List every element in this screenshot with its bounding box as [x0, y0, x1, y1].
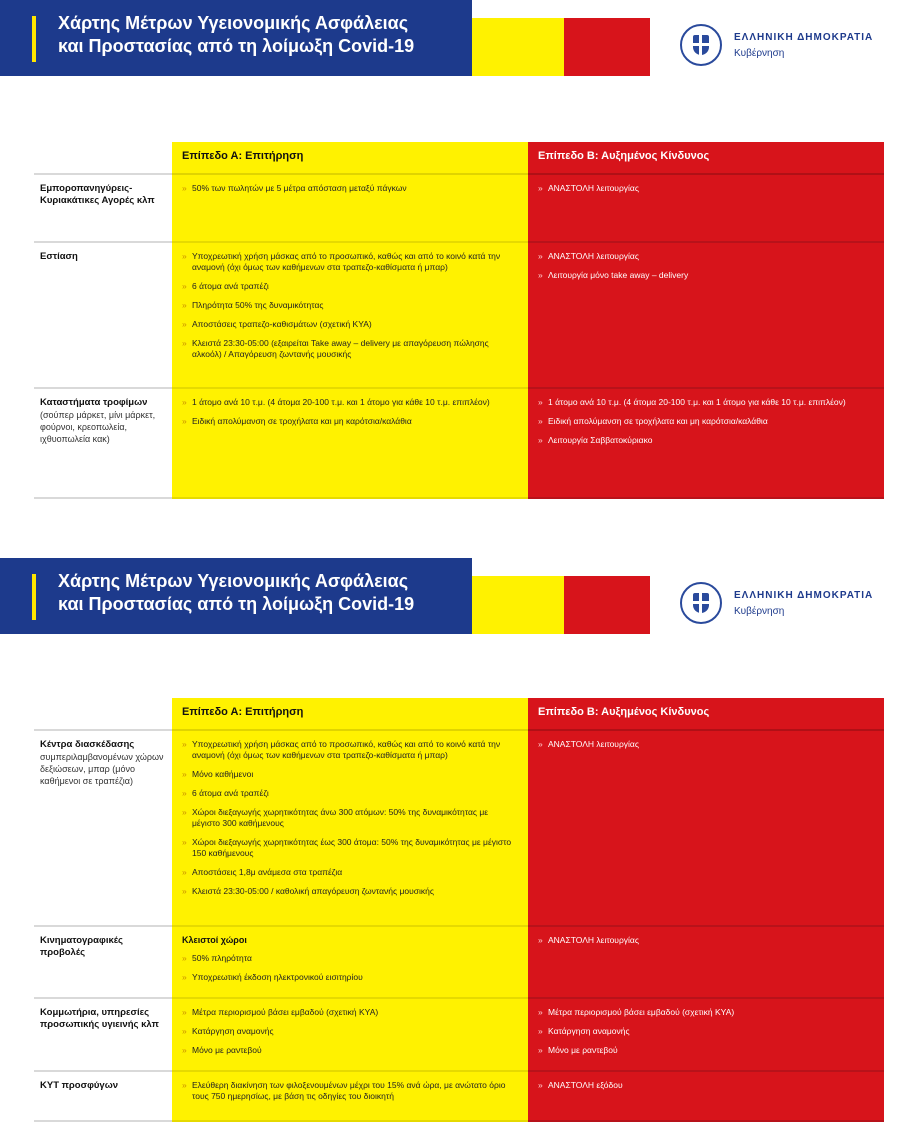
greek-emblem-icon [680, 24, 722, 66]
level-b-cell [528, 1071, 884, 1121]
list-item: » Κατάργηση αναμονής [538, 1026, 874, 1037]
list-item: » Υποχρεωτική έκδοση ηλεκτρονικού εισιτηρίου [182, 972, 518, 983]
red-stripe [564, 18, 650, 76]
level-a-subheading: Κλειστοί χώροι [182, 935, 247, 945]
list-item: » Μόνο καθήμενοι [182, 769, 518, 780]
table-row [34, 998, 884, 1071]
list-item: » Πληρότητα 50% της δυναμικότητας [182, 300, 518, 311]
header-banner-bottom [0, 558, 900, 638]
category-name: Κομμωτήρια, υπηρεσίες προσωπικής υγιεινής κλπ [40, 1007, 159, 1030]
level-a-cell [172, 926, 528, 998]
title-panel [0, 558, 472, 634]
list-item: » Μόνο με ραντεβού [182, 1045, 518, 1056]
table-corner [34, 698, 172, 730]
measures-table-2 [34, 698, 884, 1122]
list-item: » Χώροι διεξαγωγής χωρητικότητας έως 300 άτομα: 50% της δυναμικότητας με μέγιστο 150 καθήμενους [182, 837, 518, 859]
list-item: » Ειδική απολύμανση σε τροχήλατα και μη καρότσια/καλάθια [538, 416, 874, 427]
category-note: (σούπερ μάρκετ, μίνι μάρκετ, φούρνοι, κρεοπωλεία, ιχθυοπωλεία κακ) [40, 410, 156, 444]
list-item: » Αποστάσεις τραπεζο-καθισμάτων (σχετική ΚΥΑ) [182, 319, 518, 330]
list-item: » ΑΝΑΣΤΟΛΗ λειτουργίας [538, 739, 874, 750]
table-row [34, 388, 884, 498]
list-item: » Μέτρα περιορισμού βάσει εμβαδού (σχετική ΚΥΑ) [538, 1007, 874, 1018]
list-item: » 1 άτομο ανά 10 τ.μ. (4 άτομα 20-100 τ.μ. και 1 άτομο για κάθε 10 τ.μ. επιπλέον) [182, 397, 518, 408]
category-cell [34, 388, 172, 498]
measures-table-1 [34, 142, 884, 499]
level-a-cell [172, 1071, 528, 1121]
yellow-stripe [472, 576, 564, 634]
title-line-1: Χάρτης Μέτρων Υγειονομικής Ασφάλειας [58, 13, 409, 33]
level-a-cell [172, 174, 528, 242]
table-row [34, 730, 884, 926]
category-cell [34, 242, 172, 388]
level-b-cell [528, 730, 884, 926]
list-item: » ΑΝΑΣΤΟΛΗ λειτουργίας [538, 935, 874, 946]
level-a-cell [172, 998, 528, 1071]
list-item: » Υποχρεωτική χρήση μάσκας από το προσωπικό, καθώς και από το κοινό κατά την αναμονή (όχι όμως των καθήμενων στα τραπεζο-καθίσματα ή μπαρ) [182, 251, 518, 273]
list-item: » 6 άτομα ανά τραπέζι [182, 281, 518, 292]
list-item: » Κλειστά 23:30-05:00 (εξαιρείται Take away – delivery με απαγόρευση πώλησης αλκοόλ) / Απαγόρευση ζωντανής μουσικής [182, 338, 518, 360]
table-row [34, 926, 884, 998]
level-a-cell [172, 242, 528, 388]
list-item: » Μέτρα περιορισμού βάσει εμβαδού (σχετική ΚΥΑ) [182, 1007, 518, 1018]
level-b-cell [528, 926, 884, 998]
table-row [34, 242, 884, 388]
category-note: συμπεριλαμβανομένων χώρων δεξιώσεων, μπαρ (μόνο καθήμενοι σε τραπέζια) [40, 752, 164, 786]
title-panel [0, 0, 472, 76]
level-a-header: Επίπεδο Α: Επιτήρηση [172, 698, 528, 730]
table-row [34, 174, 884, 242]
level-b-header: Επίπεδο Β: Αυξημένος Κίνδυνος [528, 142, 884, 174]
level-b-cell [528, 388, 884, 498]
category-name: Εμποροπανηγύρεις- Κυριακάτικες Αγορές κλπ [40, 183, 155, 206]
list-item: » Λειτουργία μόνο take away – delivery [538, 270, 874, 281]
list-item: » 50% των πωλητών με 5 μέτρα απόσταση μεταξύ πάγκων [182, 183, 518, 194]
title-line-2: και Προστασίας από τη λοίμωξη Covid-19 [58, 36, 415, 56]
government-logo [680, 24, 900, 72]
greek-emblem-icon [680, 582, 722, 624]
yellow-accent-bar [32, 16, 36, 62]
list-item: » Ειδική απολύμανση σε τροχήλατα και μη καρότσια/καλάθια [182, 416, 518, 427]
table-corner [34, 142, 172, 174]
category-name: Κέντρα διασκέδασης [40, 739, 135, 750]
category-name: Καταστήματα τροφίμων [40, 397, 148, 408]
level-a-header: Επίπεδο Α: Επιτήρηση [172, 142, 528, 174]
level-b-header: Επίπεδο Β: Αυξημένος Κίνδυνος [528, 698, 884, 730]
red-stripe [564, 576, 650, 634]
list-item: » Χώροι διεξαγωγής χωρητικότητας άνω 300 ατόμων: 50% της δυναμικότητας με μέγιστο 300 καθήμενους [182, 807, 518, 829]
list-item: » Κατάργηση αναμονής [182, 1026, 518, 1037]
list-item: » 6 άτομα ανά τραπέζι [182, 788, 518, 799]
list-item: » 50% πληρότητα [182, 953, 518, 964]
category-name: Κινηματογραφικές προβολές [40, 935, 123, 958]
category-cell [34, 730, 172, 926]
government-subtitle: Κυβέρνηση [734, 606, 785, 617]
title-line-2: και Προστασίας από τη λοίμωξη Covid-19 [58, 594, 415, 614]
category-name: ΚΥΤ προσφύγων [40, 1080, 119, 1091]
government-logo [680, 582, 900, 630]
title-line-1: Χάρτης Μέτρων Υγειονομικής Ασφάλειας [58, 571, 409, 591]
category-cell [34, 1071, 172, 1121]
level-a-cell [172, 388, 528, 498]
list-item: » Αποστάσεις 1,8μ ανάμεσα στα τραπέζια [182, 867, 518, 878]
page-title [58, 570, 414, 616]
list-item: » Υποχρεωτική χρήση μάσκας από το προσωπικό, καθώς και από το κοινό κατά την αναμονή (όχι όμως των καθήμενων στα τραπεζο-καθίσματα ή μπαρ) [182, 739, 518, 761]
list-item: » 1 άτομο ανά 10 τ.μ. (4 άτομα 20-100 τ.μ. και 1 άτομο για κάθε 10 τ.μ. επιπλέον) [538, 397, 874, 408]
level-b-cell [528, 174, 884, 242]
level-b-cell [528, 998, 884, 1071]
list-item: » Μόνο με ραντεβού [538, 1045, 874, 1056]
government-name: ΕΛΛΗΝΙΚΗ ΔΗΜΟΚΡΑΤΙΑ [734, 590, 874, 601]
category-cell [34, 998, 172, 1071]
government-subtitle: Κυβέρνηση [734, 48, 785, 59]
government-name: ΕΛΛΗΝΙΚΗ ΔΗΜΟΚΡΑΤΙΑ [734, 32, 874, 43]
level-b-cell [528, 242, 884, 388]
list-item: » ΑΝΑΣΤΟΛΗ λειτουργίας [538, 251, 874, 262]
list-item: » Λειτουργία Σαββατοκύριακο [538, 435, 874, 446]
page-title [58, 12, 414, 58]
category-cell [34, 926, 172, 998]
list-item: » ΑΝΑΣΤΟΛΗ εξόδου [538, 1080, 874, 1091]
list-item: » ΑΝΑΣΤΟΛΗ λειτουργίας [538, 183, 874, 194]
level-a-cell [172, 730, 528, 926]
list-item: » Ελεύθερη διακίνηση των φιλοξενουμένων μέχρι του 15% ανά ώρα, με ανώτατο όριο τους 750 ημερησίως, με βάση τις οδηγίες του διοικητή [182, 1080, 518, 1102]
table-row [34, 1071, 884, 1121]
yellow-accent-bar [32, 574, 36, 620]
list-item: » Κλειστά 23:30-05:00 / καθολική απαγόρευση ζωντανής μουσικής [182, 886, 518, 897]
category-cell [34, 174, 172, 242]
yellow-stripe [472, 18, 564, 76]
category-name: Εστίαση [40, 251, 78, 262]
header-banner-top [0, 0, 900, 80]
